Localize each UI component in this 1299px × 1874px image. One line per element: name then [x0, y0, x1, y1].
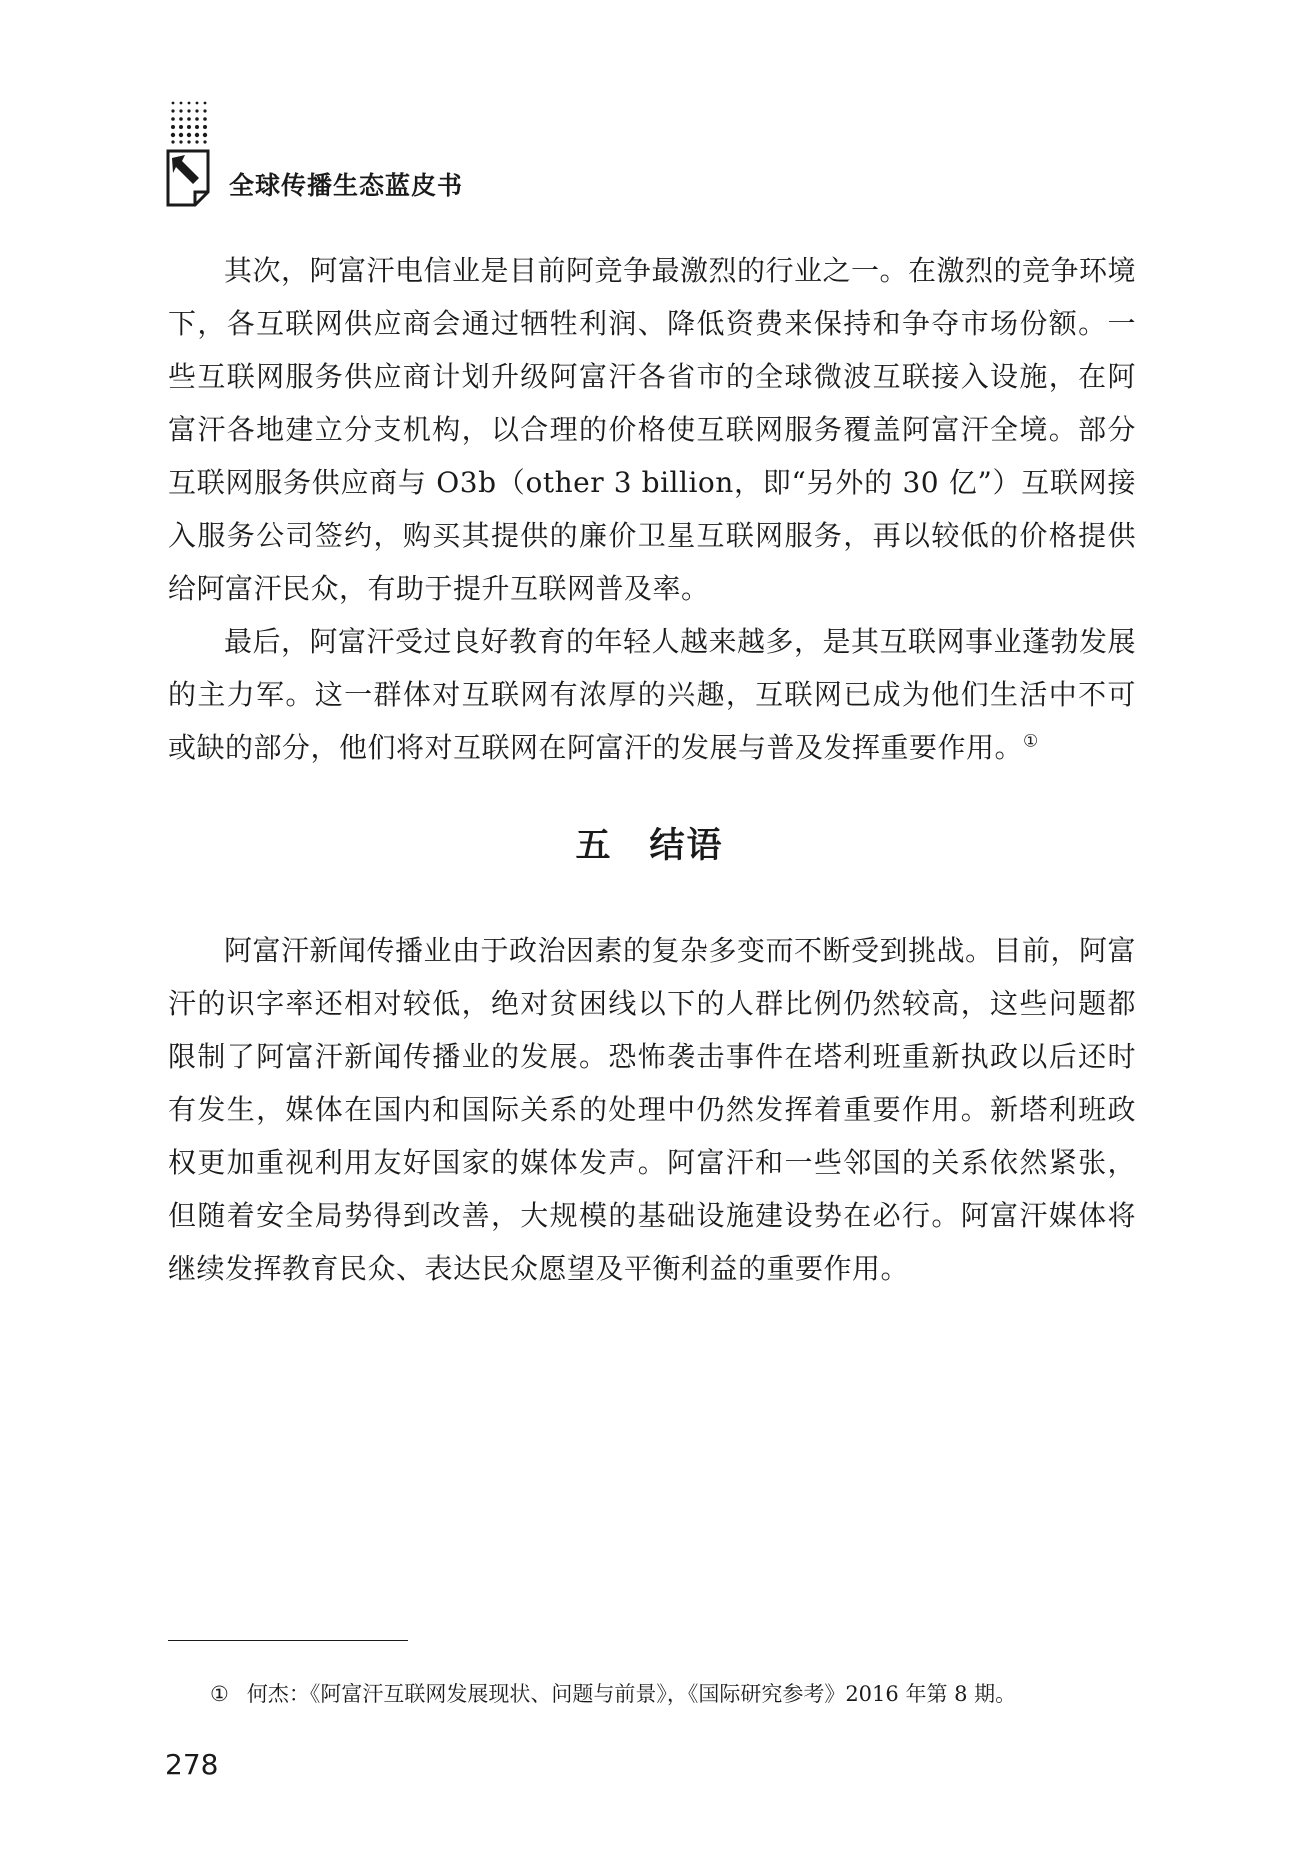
series-title: 全球传播生态蓝皮书 — [229, 171, 464, 200]
paragraph-text: 其次，阿富汗电信业是目前阿竞争最激烈的行业之一。在激烈的竞争环境下，各互联网供应商会通过牺牲利润、降低资费来保持和争夺市场份额。一些互联网服务供应商计划升级阿富汗各省市的全球微波互联接入设施，在阿富汗各地建立分支机构，以合理的价格使互联网服务覆盖阿富汗全境。部分互联网服务供应商与 O3b（other 3 billion，即“另外的 30 亿”）互联网接入服务公司签约，购买其提供的廉价卫星互联网服务，再以较低的价格提供给阿富汗民众，有助于提升互联网普及率。 — [168, 254, 1137, 605]
page-header — [165, 100, 665, 210]
book-corner-icon — [165, 148, 211, 208]
dot-grid-icon — [169, 100, 209, 144]
paragraph — [168, 615, 1136, 774]
footnote-text: 何杰：《阿富汗互联网发展现状、问题与前景》，《国际研究参考》2016 年第 8 期。 — [246, 1682, 1017, 1706]
page-number: 278 — [165, 1748, 219, 1781]
paragraph — [168, 924, 1136, 1295]
paragraph-text: 阿富汗新闻传播业由于政治因素的复杂多变而不断受到挑战。目前，阿富汗的识字率还相对较低，绝对贫困线以下的人群比例仍然较高，这些问题都限制了阿富汗新闻传播业的发展。恐怖袭击事件在塔利班重新执政以后还时有发生，媒体在国内和国际关系的处理中仍然发挥着重要作用。新塔利班政权更加重视利用友好国家的媒体发声。阿富汗和一些邻国的关系依然紧张，但随着安全局势得到改善，大规模的基础设施建设势在必行。阿富汗媒体将继续发挥教育民众、表达民众愿望及平衡利益的重要作用。 — [168, 934, 1137, 1285]
footnote-reference[interactable]: ① — [1023, 731, 1039, 752]
paragraph — [168, 244, 1136, 615]
footnote-number: ① — [210, 1682, 229, 1706]
section-heading: 五 结语 — [575, 826, 724, 866]
footnote — [210, 1678, 1016, 1708]
footnote-divider — [168, 1640, 408, 1641]
paragraph-text: 最后，阿富汗受过良好教育的年轻人越来越多，是其互联网事业蓬勃发展的主力军。这一群体对互联网有浓厚的兴趣，互联网已成为他们生活中不可或缺的部分，他们将对互联网在阿富汗的发展与普及发挥重要作用。 — [168, 625, 1137, 764]
body-text-upper — [168, 244, 1136, 774]
body-text-conclusion — [168, 924, 1136, 1295]
